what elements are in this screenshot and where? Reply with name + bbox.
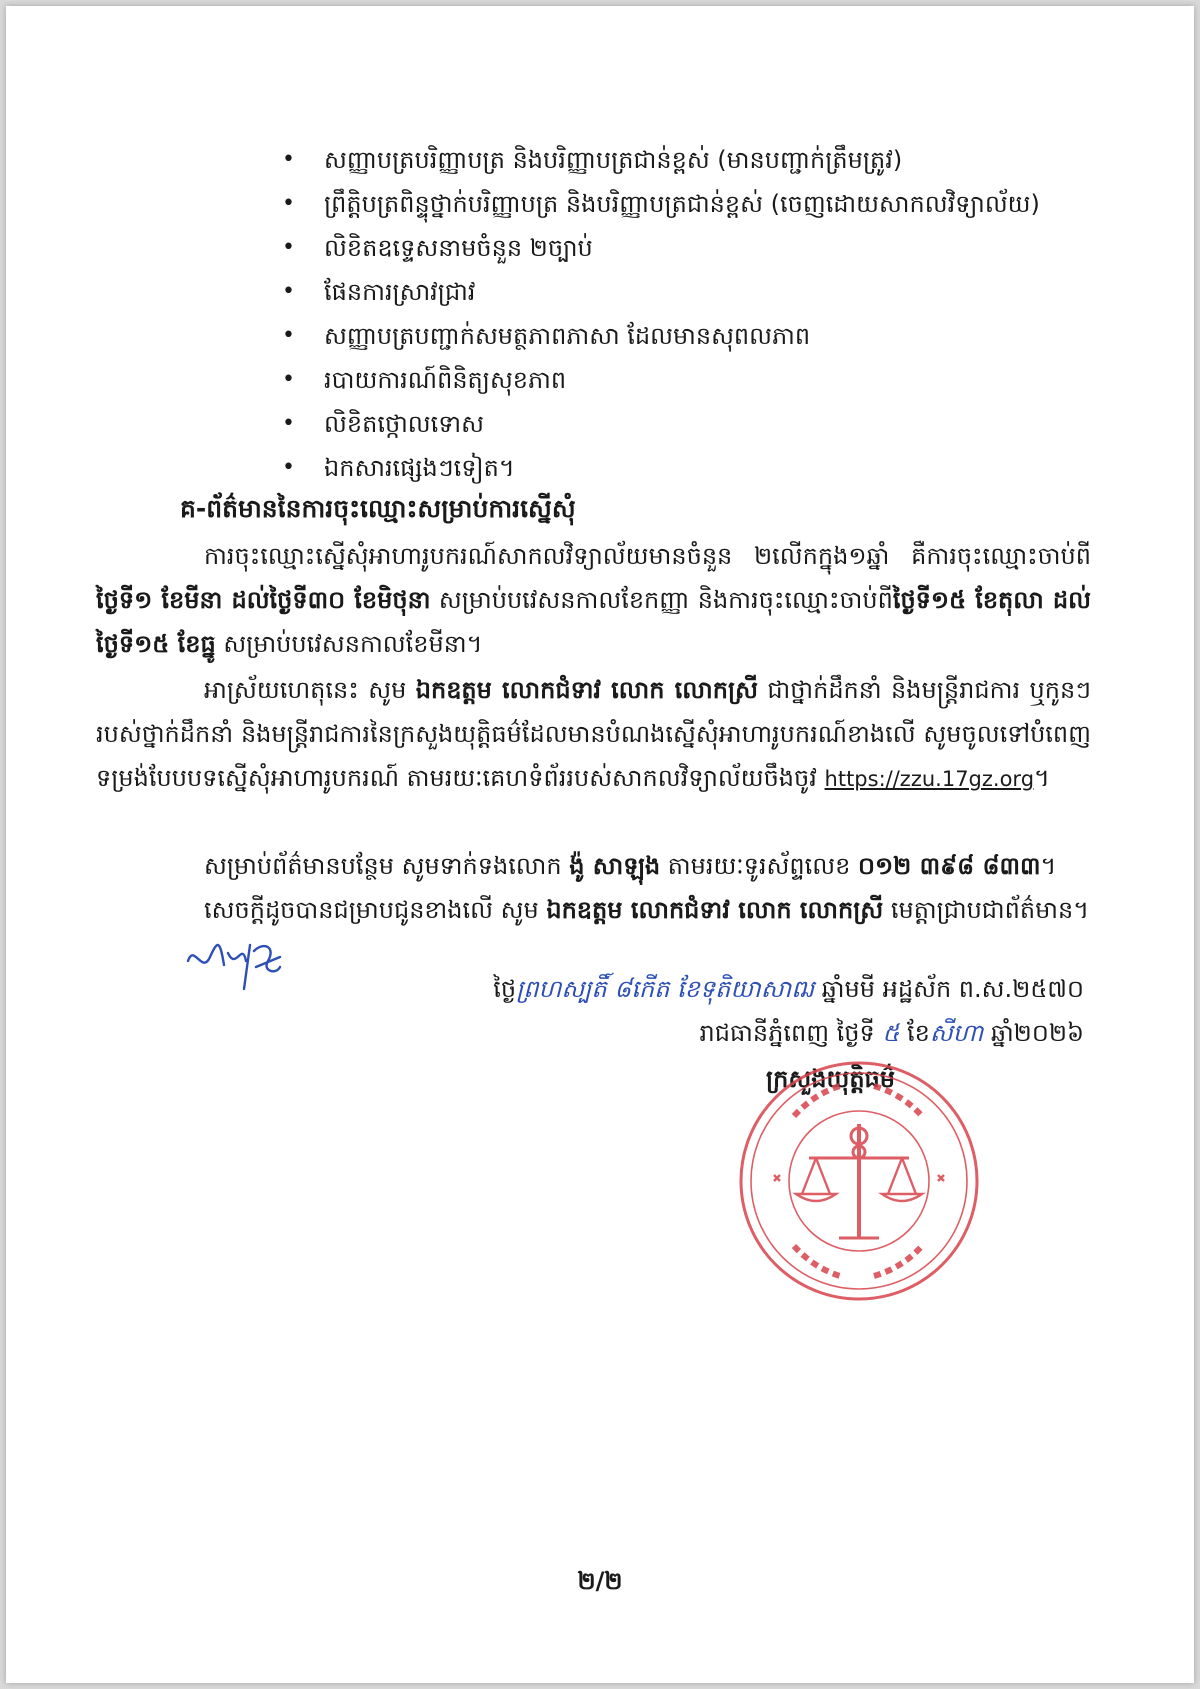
paragraph-text: មេត្តាជ្រាបជាព័ត៌មាន។ xyxy=(883,896,1090,924)
contact-phone: ០១២ ៣៩៨ ៨៣៣ xyxy=(857,852,1041,880)
date-text: ឆ្នាំមមី អដ្ឋស័ក ព.ស.២៥៧០ xyxy=(814,975,1084,1003)
university-website-link[interactable]: https://zzu.17gz.org xyxy=(824,767,1035,791)
application-paragraph xyxy=(96,668,1091,801)
paragraph-text: ការចុះឈ្មោះស្នើសុំអាហារូបករណ៍សាកលវិទ្យាល័យមានចំនួន ២លើកក្នុង១ឆ្នាំ គឺការចុះឈ្មោះចាប់ពី xyxy=(204,542,1091,570)
paragraph-text: សម្រាប់បវេសនកាលខែកញ្ញា និងការចុះឈ្មោះចាប់ពី xyxy=(430,586,893,614)
page-number: ២/២ xyxy=(577,1567,623,1595)
date-text: ឆ្នាំ២០២៦ xyxy=(983,1019,1084,1047)
closing-paragraph xyxy=(96,888,1091,932)
date-text: ខែ xyxy=(899,1019,930,1047)
document-page xyxy=(6,6,1194,1683)
paragraph-text: តាមរយៈទូរស័ព្ទលេខ xyxy=(660,852,858,880)
solar-date-line xyxy=(700,1018,1084,1053)
initials-signature-icon xyxy=(184,931,284,993)
registration-paragraph xyxy=(96,534,1091,666)
ministry-seal-icon xyxy=(734,1056,984,1306)
list-item: • ឯកសារផ្សេងៗទៀត។ xyxy=(282,446,1142,490)
handwritten-day: ៥ xyxy=(882,1019,900,1047)
ministry-name: ក្រសួងយុត្តិធម៌ xyxy=(766,1065,896,1093)
date-text: ថ្ងៃ xyxy=(493,975,517,1003)
paragraph-text: សេចក្តីដូចបានជម្រាបជូនខាងលើ សូម xyxy=(204,896,547,924)
list-item: • លិខិតឧទ្ទេសនាមចំនួន ២ច្បាប់ xyxy=(282,226,1142,270)
required-documents-list xyxy=(282,138,1142,490)
list-item: • របាយការណ៍ពិនិត្យសុខភាព xyxy=(282,358,1142,402)
addressees: ឯកឧត្តម លោកជំទាវ លោក លោកស្រី xyxy=(415,676,758,704)
second-period: ថ្ងៃទី១៥ ខែតុលា ដល់ថ្ងៃទី១៥ ខែធ្នូ xyxy=(96,586,1091,658)
first-period: ថ្ងៃទី១ ខែមីនា ដល់ថ្ងៃទី៣០ ខែមិថុនា xyxy=(96,586,431,614)
contact-name: ង៉ូ សាឡុង xyxy=(569,852,661,880)
list-item: • ព្រឹត្តិបត្រពិន្ទុថ្នាក់បរិញ្ញាបត្រ និងបរិញ្ញាបត្រជាន់ខ្ពស់ (ចេញដោយសាកលវិទ្យាល័យ) xyxy=(282,182,1142,226)
paragraph-text: អាស្រ័យហេតុនេះ សូម xyxy=(204,676,416,704)
section-heading: គ-ព័ត៌មាននៃការចុះឈ្មោះសម្រាប់ការស្នើសុំ xyxy=(180,494,576,523)
paragraph-text: ជាថ្នាក់ដឹកនាំ និងមន្ត្រីរាជការ ឬកូនៗរបស់ថ្នាក់ដឹកនាំ និងមន្ត្រីរាជការនៃក្រសួងយុត្តិធម៌ដែលមានបំណងស្នើសុំអាហារូបករណ៍ខាងលើ សូមចូលទៅបំពេញទម្រង់បែបបទស្នើសុំអាហារូបករណ៍ តាមរយៈគេហទំព័ររបស់សាកលវិទ្យាល័យចឹងចូវ xyxy=(96,676,1091,792)
handwritten-month: សីហា xyxy=(929,1019,984,1047)
paragraph-text: ។ xyxy=(1040,852,1057,880)
date-text: រាជធានីភ្នំពេញ ថ្ងៃទី xyxy=(699,1019,883,1047)
addressees: ឯកឧត្តម លោកជំទាវ លោក លោកស្រី xyxy=(546,896,884,924)
paragraph-text: ។ xyxy=(1034,764,1050,792)
handwritten-lunar-date: ព្រហស្បតិ៍ ៨កើត ខែទុតិយាសាឍ xyxy=(516,975,815,1003)
list-item: • លិខិតថ្កោលទោស xyxy=(282,402,1142,446)
contact-paragraph xyxy=(96,844,1091,888)
list-item: • ផែនការស្រាវជ្រាវ xyxy=(282,270,1142,314)
paragraph-text: សម្រាប់បវេសនកាលខែមីនា។ xyxy=(215,630,483,658)
list-item: • សញ្ញាបត្របញ្ជាក់សមត្ថភាពភាសា ដែលមានសុពលភាព xyxy=(282,314,1142,358)
list-item: • សញ្ញាបត្របរិញ្ញាបត្រ និងបរិញ្ញាបត្រជាន់ខ្ពស់ (មានបញ្ជាក់ត្រឹមត្រូវ) xyxy=(282,138,1142,182)
lunar-date-line xyxy=(493,974,1084,1009)
paragraph-text: សម្រាប់ព័ត៌មានបន្ថែម សូមទាក់ទងលោក xyxy=(204,852,570,880)
